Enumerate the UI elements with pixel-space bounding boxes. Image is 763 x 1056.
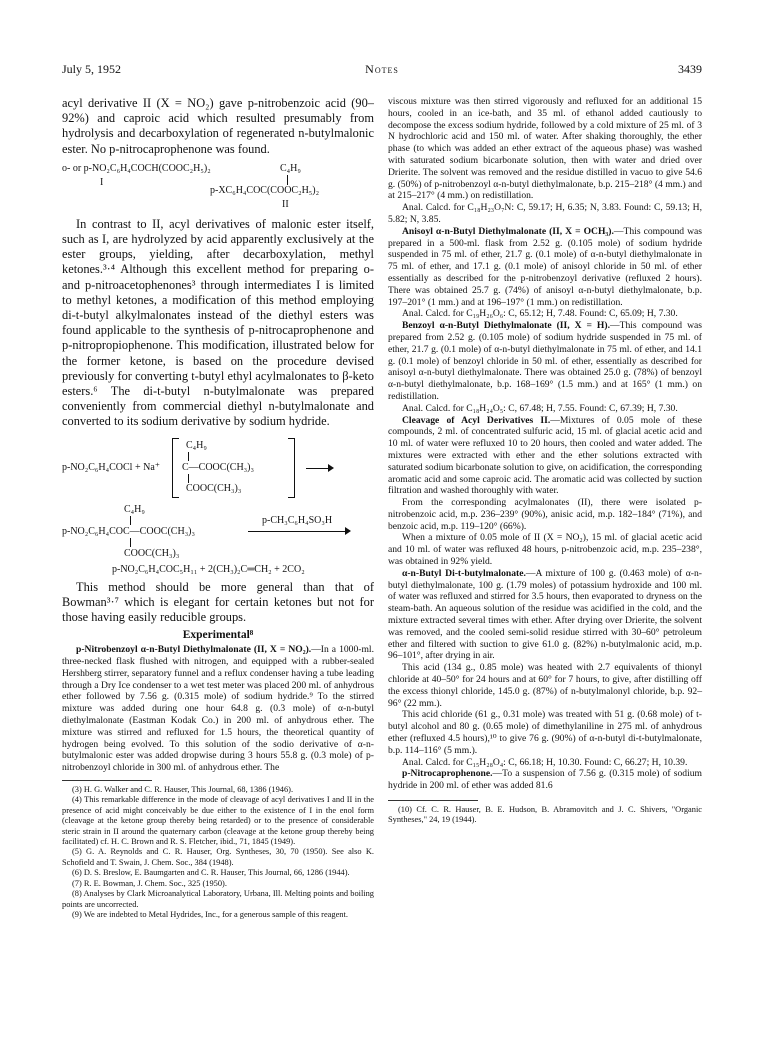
structure-I-label: I [100, 176, 104, 188]
left-column [62, 96, 374, 920]
eq1-substituent: C₄H₉ [186, 439, 207, 451]
header-date: July 5, 1952 [62, 62, 122, 76]
footnotes [62, 785, 374, 920]
eq1-ester: COOC(CH₃)₃ [186, 482, 242, 494]
eq2-ester: COOC(CH₃)₃ [124, 547, 180, 559]
analysis-di-t-butyl: Anal. Calcd. for C₁₅H₂₈O₄: C, 66.18; H, 10.30. Found: C, 66.27; H, 10.39. [402, 756, 688, 768]
procedure-text: —This compound was prepared from 2.52 g. (0.105 mole) of sodium hydride suspended in 75 ml. of ether, 21.7 g. (0.1 mole) of α-n-butyl diethylmalonate in 75 ml. of ether, and 14.1 g. (0.1 mole) of benzoyl chloride in 50 ml. of ether, essentially as described for anisoyl α-n-butyl diethylmalonate. There was obtained 25.0 g. (78%) of benzoyl α-n-butyl diethylmalonate, b.p. 168–169° (1.5 mm.) and at 165° (1 mm.) on redistillation. [388, 320, 702, 402]
arrow-head [345, 527, 351, 535]
footnote-divider [388, 800, 478, 801]
procedure-text: —This compound was prepared in a 500-ml. flask from 2.52 g. (0.105 mole) of sodium hydride suspended in 75 ml. of ether, 21.7 g. (0.1 mole) of α-n-butyl diethylmalonate in 75 ml. of ether, and 17.1 g. (0.1 mole) of anisoyl chloride in 50 ml. of ether essentially as described for the p-nitrobenzoyl derivative (refluxed 2 hours). There was obtained 25.7 g. (74%) of anisoyl α-n-butyl diethylmalonate, b.p. 197–201° (1 mm.) and at 196–197° (1 mm.) on redistillation. [388, 225, 702, 308]
procedure-text: —A mixture of 100 g. (0.463 mole) of α-n-butyl diethylmalonate, 100 g. (1.79 moles) of potassium hydroxide and 100 ml. of water was refluxed and stirred for 3.5 hours, then evaporated to dryness on the steam-bath. An aqueous solution of the residue was acidified in the cold, and the mixture extracted several times with ether. After drying over Drierite, the solvent was removed, and the cooled semi-solid residue stirred with 30–60° petroleum ether and filtered with suction to give 61.0 g. (82%) n-butylmalonic acid, m.p. 96–101°, after drying in air. [388, 567, 702, 662]
paragraph-bowman: This method should be more general than that of Bowman³·⁷ which is elegant for certain ketones but not for those having easily reducible groups. [62, 579, 374, 625]
footnote-7: (7) R. E. Bowman, J. Chem. Soc., 325 (1950). [72, 878, 227, 888]
paragraph-cleavage [388, 415, 702, 498]
footnote-3: (3) H. G. Walker and C. R. Hauser, This Journal, 68, 1386 (1946). [72, 785, 294, 795]
compound-title: Anisoyl α-n-Butyl Diethylmalonate (II, X = OCH₃). [402, 225, 614, 237]
compound-title: p-Nitrobenzoyl α-n-Butyl Diethylmalonate (II, X = NO₂). [76, 644, 312, 656]
paragraph-intro: acyl derivative II (X = NO₂) gave p-nitrobenzoic acid (90–92%) and caproic acid which resulted presumably from hydrolysis and decarboxylation of regenerated n-butylmalonic ester. No p-nitrocaprophenone was found. [62, 96, 374, 156]
paragraph-di-t-butylmalonate [388, 568, 702, 662]
equation-1 [62, 436, 374, 500]
eq1-reactant: p-NO₂C₆H₄COCl + Na⁺ [62, 461, 161, 473]
eq2-reagent: p-CH₃C₆H₄SO₃H [262, 514, 333, 526]
analysis-anisoyl: Anal. Calcd. for C₁₉H₂₆O₆: C, 65.12; H, 7.48. Found: C, 65.09; H, 7.30. [402, 308, 678, 320]
footnote-divider [62, 780, 152, 781]
compound-title: Benzoyl α-n-Butyl Diethylmalonate (II, X = H). [402, 320, 610, 332]
footnote-6: (6) D. S. Breslow, E. Baumgarten and C. R. Hauser, This Journal, 66, 1286 (1944). [72, 868, 350, 878]
header-page-number: 3439 [678, 62, 702, 76]
structure-II-label: II [282, 198, 289, 210]
bond-line [130, 538, 131, 547]
paragraph-nitrobenzoic-yield: When a mixture of 0.05 mole of II (X = NO₂), 15 ml. of glacial acetic acid and 10 ml. of water was refluxed 48 hours, p-nitrobenzoic acid, m.p. 235–238°, was obtained in 92% yield. [388, 532, 702, 568]
section-heading-experimental: Experimental⁸ [182, 629, 254, 642]
structure-II-substituent: C₄H₉ [280, 162, 301, 174]
footnote-10: (10) Cf. C. R. Hauser, B. E. Hudson, B. Abramovitch and J. C. Shivers, "Organic Syntheses," 24, 19 (1944). [388, 805, 702, 825]
bracket-right [288, 438, 295, 498]
paragraph-acid-chloride: This acid chloride (61 g., 0.31 mole) was treated with 51 g. (0.68 mole) of t-butyl alcohol and 80 g. (0.65 mole) of dimethylaniline in 275 ml. of anhydrous ether (refluxed 4.5 hours),¹⁰ to give 76 g. (90%) of α-n-butyl di-t-butylmalonate, b.p. 114–116° (5 mm.). [388, 709, 702, 756]
paragraph-exp-nitrobenzoyl [62, 644, 374, 774]
running-header [62, 62, 702, 78]
paragraph-continued: viscous mixture was then stirred vigorously and refluxed for an additional 15 hours, cooled in an ice-bath, and 35 ml. of ethanol added cautiously to decompose the excess sodium hydride, followed by a cold mixture of 25 ml. of 3 N hydrochloric acid and 150 ml. of water. After shaking thoroughly, the ether phase (to which was added an ether extract of the aqueous phase) was washed with saturated sodium bicarbonate solution, then with water and dried over Drierite. The solvent was removed and the residue distilled in vacuo to give 54.6 g. (50%) of p-nitrobenzoyl α-n-butyl diethylmalonate, b.p. 215–218° (4 mm.) and at 215–217° (4 mm.) on redistillation. [388, 96, 702, 202]
eq2-substituent: C₄H₉ [124, 503, 145, 515]
bond-line [130, 516, 131, 525]
structure-I: o- or p-NO₂C₆H₄COCH(COOC₂H₅)₂ [62, 162, 211, 174]
structures-I-II [62, 161, 374, 217]
reaction-arrow [248, 531, 348, 532]
right-column [388, 96, 702, 826]
analysis-benzoyl: Anal. Calcd. for C₁₈H₂₄O₅: C, 67.48; H, 7.55. Found: C, 67.39; H, 7.30. [402, 402, 678, 414]
paragraph-contrast: In contrast to II, acyl derivatives of malonic ester itself, such as I, are hydrolyzed by acid apparently exclusively at the ester groups, yielding, after decarboxylation, methyl ketones.³·⁴ Although this excellent method for preparing o- and p-nitroacetophenones³ through intermediates I is limited to methyl ketones, a modification of this method employing di-t-butyl alkylmalonates instead of the diethyl esters was found applicable to the synthesis of p-nitrocaprophenone and p-nitropropiophenone. This modification, illustrated below for the former ketone, is based on the procedure devised previously for converting t-butyl ethyl acylmalonates to β-keto esters.⁶ The di-t-butyl n-butylmalonate was prepared conveniently from commercial diethyl n-butylmalonate and converted to its sodium derivative by sodium hydride. [62, 216, 374, 429]
section-title: Cleavage of Acyl Derivatives II. [402, 414, 551, 426]
compound-title: α-n-Butyl Di-t-butylmalonate. [402, 567, 526, 579]
equation-2 [62, 504, 374, 578]
procedure-text: —Mixtures of 0.05 mole of these compounds, 2 ml. of concentrated sulfuric acid, 15 ml. of glacial acetic acid and 10 ml. of water were refluxed 10 to 20 hours, then cooled and water added. The mixtures were extracted with ether and the ether solutions extracted with saturated sodium bicarbonate solution to give, on acidification, the corresponding aromatic acid and some caproic acid. The aromatic acid was collected by suction filtration and washed thoroughly with water. [388, 414, 702, 497]
eq2-product: p-NO₂C₆H₄COC₅H₁₁ + 2(CH₃)₂C═CH₂ + 2CO₂ [112, 563, 305, 575]
structure-II: p-XC₆H₄COC(COOC₂H₅)₂ [210, 184, 320, 196]
paragraph-acids-isolated: From the corresponding acylmalonates (II), there were isolated p-nitrobenzoic acid, m.p. 236–239° (90%), anisic acid, m.p. 182–184° (71%), and benzoic acid, m.p. 119–120° (66%). [388, 497, 702, 532]
procedure-text: —To a suspension of 7.56 g. (0.315 mole) of sodium hydride in 200 ml. of ether was added 81.6 [388, 768, 702, 792]
arrow-head [328, 464, 334, 472]
paragraph-thionyl: This acid (134 g., 0.85 mole) was heated with 2.7 equivalents of thionyl chloride at 40–50° for 24 hours and at 60° for 7 hours, to give, after distilling off the excess thionyl chloride, 145.0 g. (87%) of n-butylmalonyl chloride, b.p. 92–96° (22 mm.). [388, 662, 702, 709]
bond-line [188, 474, 189, 483]
analysis-nitrobenzoyl: Anal. Calcd. for C₁₈H₂₃O₇N: C, 59.17; H, 6.35; N, 3.83. Found: C, 59.13; H, 5.82; N, 3.85. [388, 202, 702, 225]
procedure-text: —In a 1000-ml. three-necked flask flushed with nitrogen, and equipped with a rubber-sealed Hershberg stirrer, separatory funnel and a reflux condenser having a tube leading through a Dry Ice condenser to a wet test meter was placed 200 ml. of anhydrous ether followed by 7.56 g. (0.315 mole) of sodium hydride.⁹ To the stirred mixture was added during one hour 64.8 g. (0.3 mole) of α-n-butyl diethylmalonate (Eastman Kodak Co.) in 200 ml. of anhydrous ether. The mixture was stirred and refluxed for 1.5 hours, the theoretical quantity of hydrogen being evolved. To this solution of the sodio derivative of α-n-butylmalonic ester was added dropwise during 3 hours 55.8 g. (0.3 mole) of p-nitrobenzoyl chloride in 300 ml. of anhydrous ether. The [62, 644, 374, 774]
header-section: Notes [365, 62, 399, 76]
eq1-center: C—COOC(CH₃)₃ [182, 461, 254, 473]
compound-title: p-Nitrocaprophenone. [402, 768, 493, 780]
paragraph-anisoyl [388, 226, 702, 309]
footnote-9: (9) We are indebted to Metal Hydrides, Inc., for a generous sample of this reagent. [72, 909, 348, 919]
footnote-8: (8) Analyses by Clark Microanalytical Laboratory, Urbana, Ill. Melting points and boiling points are uncorrected. [62, 889, 374, 909]
bond-line [188, 452, 189, 461]
bond-line [287, 175, 288, 185]
bracket-left [172, 438, 179, 498]
footnote-5: (5) G. A. Reynolds and C. R. Hauser, Org. Syntheses, 30, 70 (1950). See also K. Schofield and T. Swain, J. Chem. Soc., 384 (1948). [62, 847, 374, 867]
eq2-intermediate: p-NO₂C₆H₄COC—COOC(CH₃)₃ [62, 525, 195, 537]
paragraph-benzoyl [388, 320, 702, 403]
footnote-4: (4) This remarkable difference in the mode of cleavage of acyl derivatives I and II in the presence of acid might conceivably be due either to the existence of I in the enol form (cleavage at the ketone group thereby being retarded) or to the presence of considerable steric strain in II around the quaternary carbon (cleavage at the ketone group thereby being facilitated) cf. H. C. Brown and R. S. Fletcher, ibid., 71, 1845 (1949). [62, 795, 374, 847]
paragraph-nitrocaprophenone [388, 768, 702, 792]
